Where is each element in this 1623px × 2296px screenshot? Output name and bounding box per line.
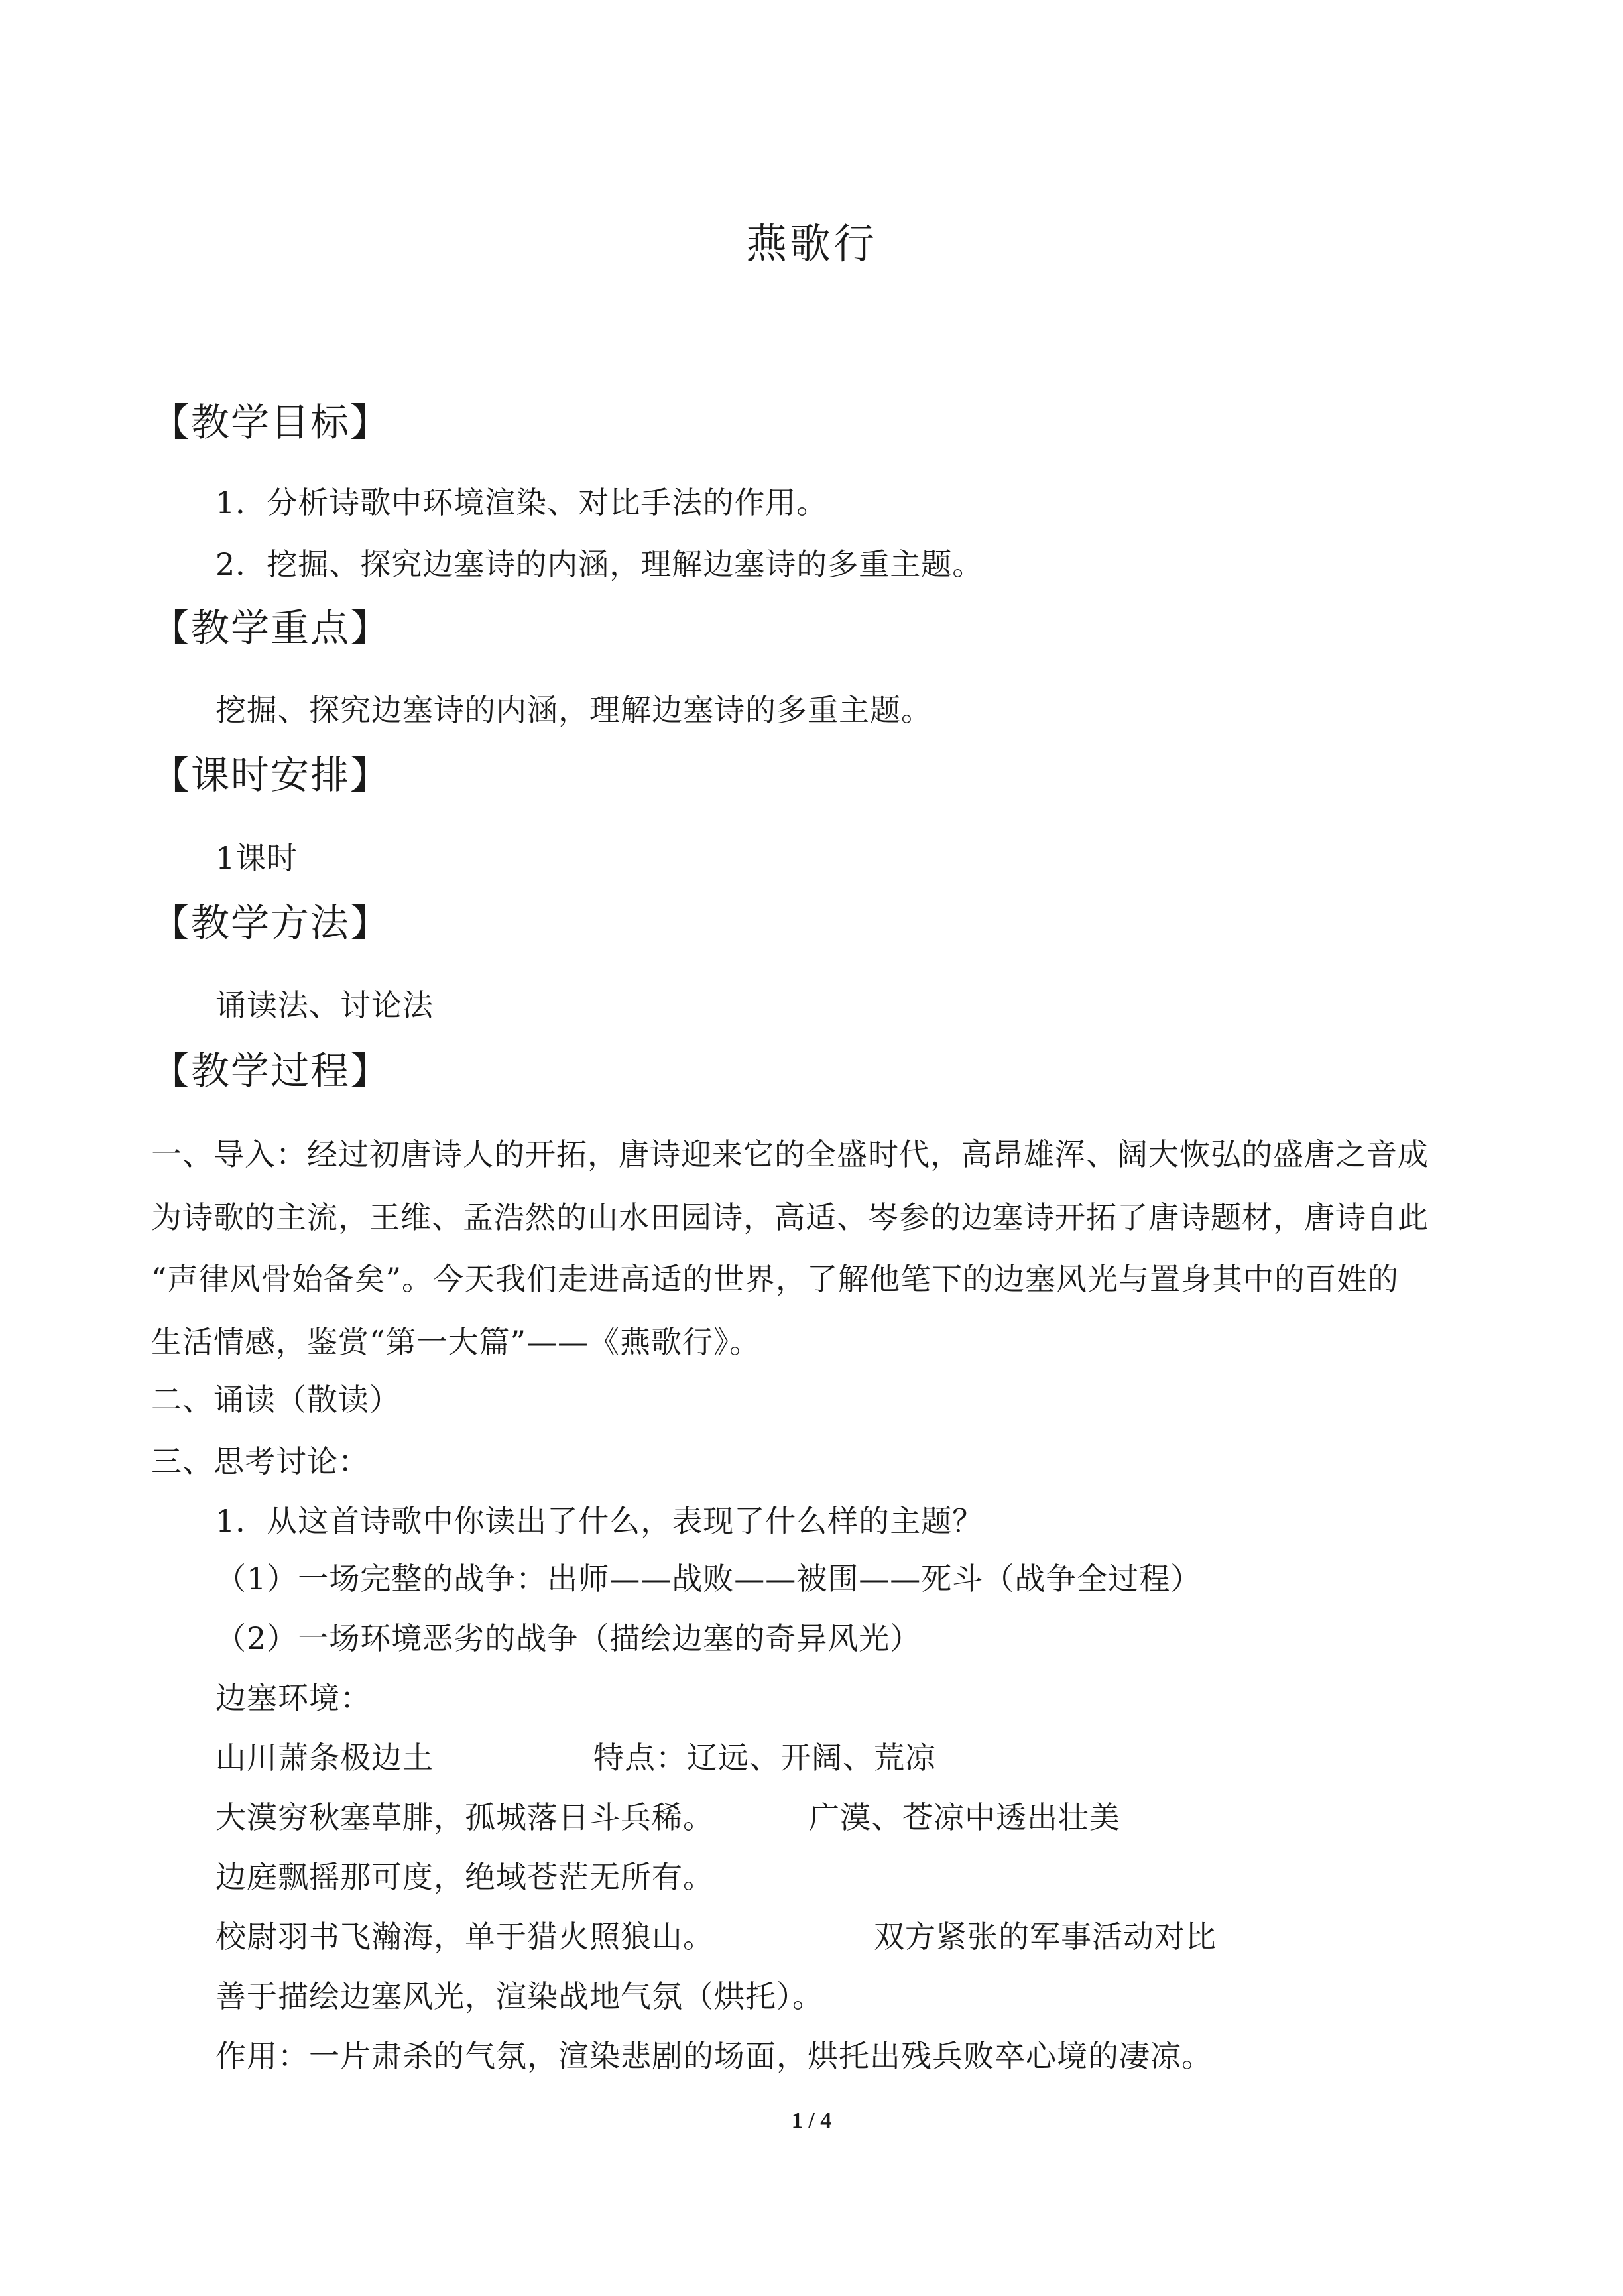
heading-methods: 【教学方法】 <box>151 900 391 945</box>
page-title: 燕歌行 <box>745 219 877 268</box>
intro-line-1: 一、导入：经过初唐诗人的开拓，唐诗迎来它的全盛时代，高昂雄浑、阔大恢弘的盛唐之音成 <box>151 1136 1429 1172</box>
objective-item-1: 1．分析诗歌中环境渲染、对比手法的作用。 <box>215 485 828 520</box>
step-reading: 二、诵读（散读） <box>151 1382 400 1418</box>
heading-objectives: 【教学目标】 <box>151 400 391 445</box>
question-1: 1．从这首诗歌中你读出了什么，表现了什么样的主题？ <box>215 1503 984 1539</box>
key-points-text: 挖掘、探究边塞诗的内涵，理解边塞诗的多重主题。 <box>215 692 932 728</box>
intro-line-2: 为诗歌的主流，王维、孟浩然的山水田园诗，高适、岑参的边塞诗开拓了唐诗题材，唐诗自此 <box>151 1199 1429 1235</box>
heading-process: 【教学过程】 <box>151 1048 391 1093</box>
methods-text: 诵读法、讨论法 <box>215 987 434 1023</box>
answer-1: （1）一场完整的战争：出师——战败——被围——死斗（战争全过程） <box>215 1561 1202 1597</box>
step-discussion: 三、思考讨论： <box>151 1443 369 1479</box>
environment-effect: 作用：一片肃杀的气氛，渲染悲剧的场面，烘托出残兵败卒心境的凄凉。 <box>215 2038 1213 2074</box>
verse-4-note: 双方紧张的军事活动对比 <box>874 1919 1217 1955</box>
schedule-text: 1课时 <box>215 840 298 876</box>
verse-1-note: 特点：辽远、开阔、荒凉 <box>593 1740 936 1776</box>
objective-item-2: 2．挖掘、探究边塞诗的内涵，理解边塞诗的多重主题。 <box>215 546 984 582</box>
heading-key-points: 【教学重点】 <box>151 605 391 650</box>
verse-2-note: 广漠、苍凉中透出壮美 <box>809 1799 1120 1835</box>
verse-2: 大漠穷秋塞草腓，孤城落日斗兵稀。 <box>215 1799 714 1835</box>
verse-3: 边庭飘摇那可度，绝域苍茫无所有。 <box>215 1859 714 1895</box>
verse-1: 山川萧条极边土 <box>215 1740 434 1776</box>
environment-summary: 善于描绘边塞风光，渲染战地气氛（烘托）。 <box>215 1978 823 2014</box>
answer-2: （2）一场环境恶劣的战争（描绘边塞的奇异风光） <box>215 1620 922 1656</box>
intro-line-4: 生活情感，鉴赏“第一大篇”——《燕歌行》。 <box>151 1324 761 1360</box>
verse-4: 校尉羽书飞瀚海，单于猎火照狼山。 <box>215 1919 714 1955</box>
environment-label: 边塞环境： <box>215 1680 371 1716</box>
intro-line-3: “声律风骨始备矣”。今天我们走进高适的世界，了解他笔下的边塞风光与置身其中的百姓的 <box>151 1261 1400 1297</box>
heading-schedule: 【课时安排】 <box>151 753 391 798</box>
page-number: 1 / 4 <box>791 2108 832 2133</box>
